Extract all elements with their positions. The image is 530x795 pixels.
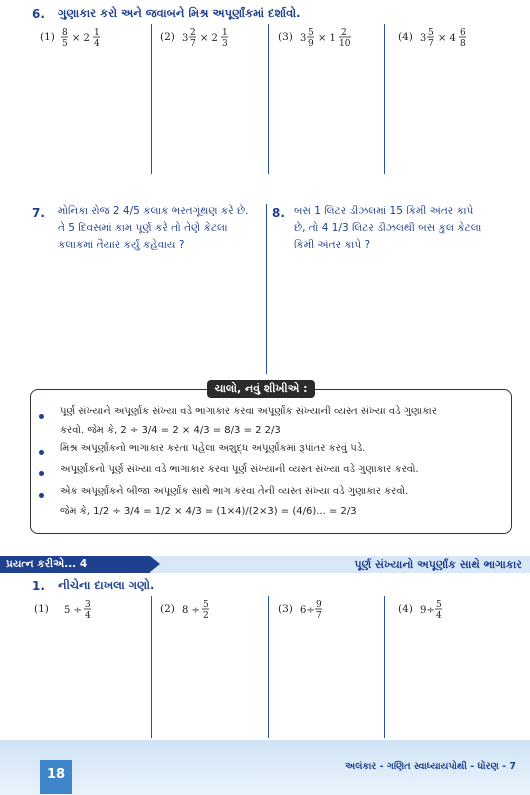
learn-bullet-dot-2: [39, 450, 44, 455]
learn-bullet-4: એક અપૂર્ણાંકને બીજા અપૂર્ણાંક સાથે ભાગ કરવા તેની વ્યસ્ત સંખ્યા વડે ગુણાકાર કરવો.: [60, 486, 409, 497]
learn-bullet-dot-3: [39, 471, 44, 476]
svg-text:3: 3: [222, 39, 228, 49]
svg-text:1: 1: [94, 28, 100, 38]
svg-text:3: 3: [420, 33, 427, 44]
svg-text:1: 1: [222, 28, 228, 38]
q6-divider-1: [151, 24, 152, 174]
q6-title: ગુણાકાર કરો અને જવાબને મિશ્ર અપૂર્ણાંકમાં દર્શાવો.: [58, 6, 301, 20]
q7-line-2: તે 5 દિવસમાં કામ પૂર્ણ કરે તો તેણે કેટલા: [58, 222, 228, 234]
svg-text:6÷: 6÷: [300, 605, 315, 616]
q1-part-3-label: (3): [278, 603, 293, 615]
learn-bullet-dot-4: [39, 493, 44, 498]
svg-text:2: 2: [203, 611, 209, 621]
q7-text: [58, 203, 263, 254]
learn-bullet-3: અપૂર્ણાંકનો પૂર્ણ સંખ્યા વડે ભાગાકાર કરવા પૂર્ણ સંખ્યાની વ્યસ્ત સંખ્યા વડે ગુણાકાર કરવો.: [60, 464, 419, 475]
svg-text:× 4: × 4: [438, 33, 457, 44]
q1-part-1: [34, 597, 96, 621]
q7-line-1: મોનિકા રોજ 2 4/5 કલાક ભરતગૂંથણ કરે છે.: [58, 205, 249, 217]
svg-text:× 1: × 1: [318, 33, 337, 44]
svg-text:10: 10: [339, 39, 351, 49]
learn-bullet-1-cont: કરવો. જેમ કે, 2 ÷ 3/4 = 2 × 4/3 = 8/3 = 2 2/3: [60, 425, 281, 436]
learn-title: ચાલો, નવું શીખીએ :: [207, 380, 315, 398]
q1-part-1-label: (1): [34, 603, 49, 615]
q8-line-2: છે, તો 4 1/3 લિટર ડીઝલથી બસ કુલ કેટલા: [294, 222, 482, 234]
q8-line-1: બસ 1 લિટર ડીઝલમાં 15 કિમી અંતર કાપે: [294, 205, 474, 217]
svg-text:2: 2: [190, 28, 196, 38]
q8-text: [294, 203, 514, 254]
q1-part-2: [160, 597, 222, 621]
q1-part-4-expr: [416, 597, 460, 621]
q1-divider-3: [384, 596, 385, 738]
svg-text:9÷: 9÷: [420, 605, 435, 616]
q6-part-2-label: (2): [160, 31, 175, 43]
svg-text:5: 5: [436, 600, 442, 610]
svg-text:5 ÷: 5 ÷: [64, 605, 83, 616]
svg-text:2: 2: [341, 28, 347, 38]
learn-bullet-1: પૂર્ણ સંખ્યાને અપૂર્ણાંક સંખ્યા વડે ભાગાકાર કરવા અપૂર્ણાંક સંખ્યાની વ્યસ્ત સંખ્યા વડે ગુણાકાર: [60, 406, 437, 417]
q1-part-3-expr: [296, 597, 340, 621]
svg-text:5: 5: [308, 28, 314, 38]
q6-part-2: [160, 25, 242, 49]
book-title: અલંકાર - ગણિત સ્વાધ્યાયપોથી - ધોરણ - 7: [345, 761, 516, 772]
q6-part-2-expr: [178, 25, 242, 49]
q6-part-1-expr: [58, 25, 118, 49]
learn-bullet-2: મિશ્ર અપૂર્ણાંકનો ભાગાકાર કરતા પહેલા અશુદ્ધ અપૂર્ણાંકમાં રૂપાંતર કરવું પડે.: [60, 443, 366, 454]
svg-text:5: 5: [203, 600, 209, 610]
q6-part-4-label: (4): [398, 31, 413, 43]
page-number: 18: [40, 760, 72, 794]
q1-title: નીચેના દાખલા ગણો.: [58, 578, 155, 592]
q6-part-1-label: (1): [40, 31, 55, 43]
q1-part-4-label: (4): [398, 603, 413, 615]
svg-text:9: 9: [316, 600, 322, 610]
svg-text:4: 4: [436, 611, 442, 621]
svg-text:7: 7: [190, 39, 196, 49]
svg-text:4: 4: [94, 39, 100, 49]
svg-text:8: 8: [460, 39, 466, 49]
q6-part-3: [278, 25, 368, 49]
svg-text:4: 4: [85, 611, 91, 621]
svg-text:× 2: × 2: [200, 33, 219, 44]
q6-part-4-expr: [416, 25, 480, 49]
q1-number: 1.: [32, 579, 45, 593]
q8-number: 8.: [272, 206, 285, 220]
q6-part-3-label: (3): [278, 31, 293, 43]
svg-text:5: 5: [428, 28, 434, 38]
q7-q8-divider: [266, 204, 267, 374]
svg-text:3: 3: [300, 33, 307, 44]
q7-number: 7.: [32, 206, 45, 220]
q6-divider-2: [268, 24, 269, 174]
q6-number: 6.: [32, 7, 45, 21]
section-topic: પૂર્ણ સંખ્યાનો અપૂર્ણાંક સાથે ભાગાકાર: [354, 558, 522, 571]
q7-line-3: કલાકમાં તૈયાર કર્યું કહેવાય ?: [58, 239, 185, 251]
q1-divider-1: [151, 596, 152, 738]
svg-text:8: 8: [62, 28, 68, 38]
try-it-arrow-icon: [150, 556, 160, 572]
q1-part-3: [278, 597, 340, 621]
svg-text:9: 9: [308, 39, 314, 49]
try-it-label: પ્રયત્ન કરીએ... 4: [0, 556, 150, 573]
svg-text:3: 3: [85, 600, 91, 610]
svg-text:3: 3: [182, 33, 189, 44]
q1-part-4: [398, 597, 460, 621]
svg-text:× 2: × 2: [72, 33, 91, 44]
svg-text:6: 6: [460, 28, 466, 38]
svg-text:8 ÷: 8 ÷: [182, 605, 201, 616]
q1-part-2-label: (2): [160, 603, 175, 615]
learn-bullet-dot-1: [39, 414, 44, 419]
svg-text:7: 7: [428, 39, 434, 49]
q6-divider-3: [384, 24, 385, 174]
svg-text:7: 7: [316, 611, 322, 621]
q6-part-4: [398, 25, 480, 49]
q1-divider-2: [268, 596, 269, 738]
q6-part-3-expr: [296, 25, 368, 49]
q1-part-2-expr: [178, 597, 222, 621]
q6-part-1: [40, 25, 118, 49]
q8-line-3: કિમી અંતર કાપે ?: [294, 239, 371, 251]
svg-text:5: 5: [62, 39, 68, 49]
q1-part-1-expr: [52, 597, 96, 621]
learn-bullet-4-cont: જેમ કે, 1/2 ÷ 3/4 = 1/2 × 4/3 = (1×4)/(2×3) = (4/6)... = 2/3: [60, 506, 357, 517]
